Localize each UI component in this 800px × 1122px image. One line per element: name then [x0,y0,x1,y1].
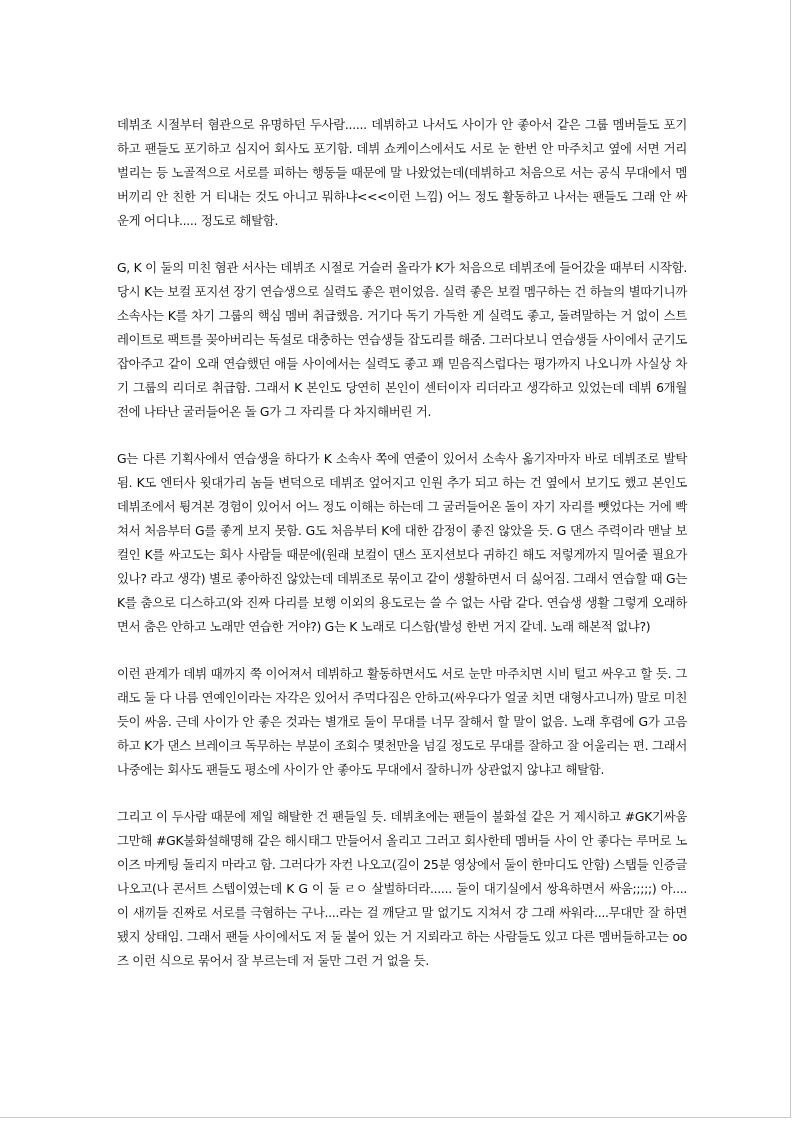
paragraph-5: 그리고 이 두사람 때문에 제일 해탈한 건 팬들일 듯. 데뷔초에는 팬들이 불화설 같은 거 제시하고 #GK기싸움그만해 #GK불화설해명해 같은 해시태그 만들어서 올리고 그러고 회사한테 멤버들 사이 안 좋다는 루머로 노이즈 마케팅 돌리지 마라고 함. 그러다가 자컨 나오고(길이 25분 영상에서 둘이 한마디도 안함) 스탭들 인증글 나오고(나 콘서트 스텝이였는데 K G 이 둘 ㄹㅇ 살벌하더라...... 둘이 대기실에서 쌍욕하면서 싸움;;;;;) 아....이 새끼들 진짜로 서로를 극혐하는 구나....라는 걸 깨닫고 말 없기도 지쳐서 걍 그래 싸워라....무대만 잘 하면 됐지 상태임. 그래서 팬들 사이에서도 저 둘 붙어 있는 거 지뢰라고 하는 사람들도 있고 다른 멤버들하고는 oo즈 이런 식으로 묶어서 잘 부르는데 저 둘만 그런 거 없을 듯. [117,809,687,968]
paragraph-3: G는 다른 기획사에서 연습생을 하다가 K 소속사 쪽에 연줄이 있어서 소속사 옮기자마자 바로 데뷔조로 발탁됨. K도 엔터사 윗대가리 놈들 변덕으로 데뷔조 엎어지고 인원 추가 되고 하는 건 옆에서 보기도 했고 본인도 데뷔조에서 튕겨본 경험이 있어서 어느 정도 이해는 하는데 그 굴러들어온 돌이 자기 자리를 뺏었다는 거에 빡쳐서 처음부터 G를 좋게 보지 못함. G도 처음부터 K에 대한 감정이 좋진 않았을 듯. G 댄스 주력이라 맨날 보컬인 K를 싸고도는 회사 사람들 때문에(원래 보컬이 댄스 포지션보다 귀하긴 해도 저렇게까지 밀어줄 필요가 있나? 라고 생각) 별로 좋아하진 않았는데 데뷔조로 묶이고 같이 생활하면서 더 싫어짐. 그래서 연습할 때 G는 K를 춤으로 디스하고(와 진짜 다리를 보행 이외의 용도로는 쓸 수 없는 사람 같다. 연습생 생활 그렇게 오래하면서 춤은 안하고 노래만 연습한 거야?) G는 K 노래로 디스함(발성 한번 거지 같네. 노래 해본적 없냐?) [117,451,687,634]
paragraph-2: G, K 이 둘의 미친 혐관 서사는 데뷔조 시절로 거슬러 올라가 K가 처음으로 데뷔조에 들어갔을 때부터 시작함. 당시 K는 보컬 포지션 장기 연습생으로 실력도 좋은 편이었음. 실력 좋은 보컬 멤구하는 건 하늘의 별따기니까 소속사는 K를 차기 그룹의 핵심 멤버 취급했음. 거기다 독기 가득한 게 실력도 좋고, 돌려말하는 거 없이 스트레이트로 팩트를 꽂아버리는 독설로 대충하는 연습생들 잡도리를 해줌. 그러다보니 연습생들 사이에서 군기도 잡아주고 같이 오래 연습했던 애들 사이에서는 실력도 좋고 꽤 믿음직스럽다는 평가까지 나오니까 사실상 차기 그룹의 리더로 취급함. 그래서 K 본인도 당연히 본인이 센터이자 리더라고 생각하고 있었는데 데뷔 6개월 전에 나타난 굴러들어온 돌 G가 그 자리를 다 차지해버린 거. [117,260,687,419]
document-body [117,113,687,996]
paragraph-1: 데뷔조 시절부터 혐관으로 유명하던 두사람...... 데뷔하고 나서도 사이가 안 좋아서 같은 그룹 멤버들도 포기하고 팬들도 포기하고 심지어 회사도 포기함. 데뷔 쇼케이스에서도 서로 눈 한번 안 마주치고 옆에 서면 거리 벌리는 등 노골적으로 서로를 피하는 행동들 때문에 말 나왔었는데(데뷔하고 처음으로 서는 공식 무대에서 멤버끼리 안 친한 거 티내는 것도 아니고 뭐하냐<<<이런 느낌) 어느 정도 활동하고 나서는 팬들도 그래 안 싸운게 어디냐..... 정도로 해탈함. [117,117,687,228]
paragraph-4: 이런 관계가 데뷔 때까지 쭉 이어져서 데뷔하고 활동하면서도 서로 눈만 마주치면 시비 털고 싸우고 할 듯. 그래도 둘 다 나름 연예인이라는 자각은 있어서 주먹다짐은 안하고(싸우다가 얼굴 치면 대형사고니까) 말로 미친 듯이 싸움. 근데 사이가 안 좋은 것과는 별개로 둘이 무대를 너무 잘해서 할 말이 없음. 노래 후렴에 G가 고음하고 K가 댄스 브레이크 독무하는 부분이 조회수 몇천만을 넘길 정도로 무대를 잘하고 잘 어울리는 편. 그래서 나중에는 회사도 팬들도 평소에 사이가 안 좋아도 무대에서 잘하니까 상관없지 않냐고 해탈함. [117,666,687,777]
